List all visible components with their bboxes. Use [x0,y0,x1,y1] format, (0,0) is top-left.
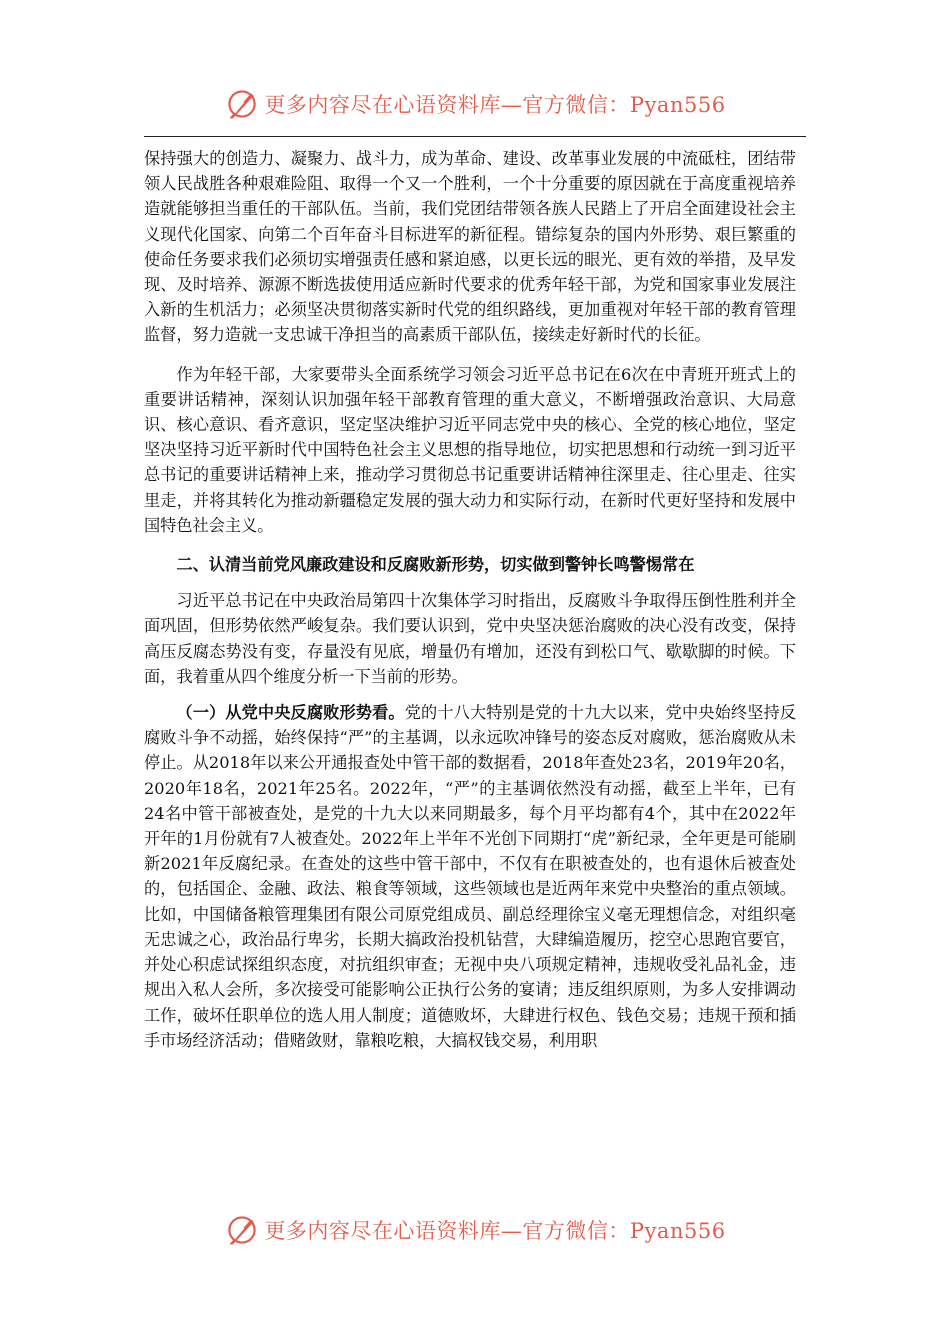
header-banner-text: 更多内容尽在心语资料库—官方微信：Pyan556 [264,93,726,117]
paragraph-young-cadres: 作为年轻干部，大家要带头全面系统学习领会习近平总书记在6次在中青班开班式上的重要讲话精神，深刻认识加强年轻干部教育管理的重大意义，不断增强政治意识、大局意识、核心意识、看齐意识，坚定坚决维护习近平同志党中央的核心、全党的核心地位，坚定坚决坚持习近平新时代中国特色社会主义思想的指导地位，切实把思想和行动统一到习近平总书记的重要讲话精神上来，推动学习贯彻总书记重要讲话精神往深里走、往心里走、往实里走，并将其转化为推动新疆稳定发展的强大动力和实际行动，在新时代更好坚持和发展中国特色社会主义。 [144,364,796,535]
header-banner[interactable] [0,82,950,126]
footer-banner-text: 更多内容尽在心语资料库—官方微信：Pyan556 [264,1219,726,1243]
quill-logo-icon [224,86,260,122]
paragraph-continuation: 保持强大的创造力、凝聚力、战斗力，成为革命、建设、改革事业发展的中流砥柱，团结带领人民战胜各种艰难险阻、取得一个又一个胜利，一个十分重要的原因就在于高度重视培养造就能够担当重任的干部队伍。当前，我们党团结带领各族人民踏上了开启全面建设社会主义现代化国家、向第二个百年奋斗目标进军的新征程。错综复杂的国内外形势、艰巨繁重的使命任务要求我们必须切实增强责任感和紧迫感，以更长远的眼光、更有效的举措，及早发现、及时培养、源源不断选拔使用适应新时代要求的优秀年轻干部，为党和国家事业发展注入新的生机活力；必须坚决贯彻落实新时代党的组织路线，更加重视对年轻干部的教育管理监督，努力造就一支忠诚干净担当的高素质干部队伍，接续走好新时代的长征。 [144,149,796,345]
quill-logo-icon [224,1212,260,1248]
footer-banner[interactable] [0,1208,950,1252]
paragraph-central-anticorruption [144,700,796,1053]
header-divider [144,136,806,137]
section-heading-2: 二、认清当前党风廉政建设和反腐败新形势，切实做到警钟长鸣警惕常在 [176,555,695,575]
paragraph-situation: 习近平总书记在中央政治局第四十次集体学习时指出，反腐败斗争取得压倒性胜利并全面巩固，但形势依然严峻复杂。我们要认识到，党中央坚决惩治腐败的决心没有改变，保持高压反腐态势没有变，存量没有见底，增量仍有增加，还没有到松口气、歇歇脚的时候。下面，我着重从四个维度分析一下当前的形势。 [144,591,796,686]
document-body [144,146,796,1053]
subsection-title-1: （一）从党中央反腐败形势看。 [176,703,405,723]
subsection-text-1: 党的十八大特别是党的十九大以来，党中央始终坚持反腐败斗争不动摇，始终保持“严”的主基调，以永远吹冲锋号的姿态反对腐败，惩治腐败从未停止。从2018年以来公开通报查处中管干部的数据看，2018年查处23名，2019年20名，2020年18名，2021年25名。2022年，“严”的主基调依然没有动摇，截至上半年，已有24名中管干部被查处，是党的十九大以来同期最多，每个月平均都有4个，其中在2022年开年的1月份就有7人被查处。2022年上半年不光创下同期打“虎”新纪录，全年更是可能刷新2021年反腐纪录。在查处的这些中管干部中，不仅有在职被查处的，也有退休后被查处的，包括国企、金融、政法、粮食等领域，这些领域也是近两年来党中央整治的重点领域。比如，中国储备粮管理集团有限公司原党组成员、副总经理徐宝义毫无理想信念，对组织毫无忠诚之心，政治品行卑劣，长期大搞政治投机钻营，大肆编造履历，挖空心思跑官要官，并处心积虑试探组织态度，对抗组织审查；无视中央八项规定精神，违规收受礼品礼金，违规出入私人会所，多次接受可能影响公正执行公务的宴请；违反组织原则，为多人安排调动工作，破坏任职单位的选人用人制度；道德败坏，大肆进行权色、钱色交易；违规干预和插手市场经济活动；借赌敛财，靠粮吃粮，大搞权钱交易，利用职 [144,703,797,1050]
